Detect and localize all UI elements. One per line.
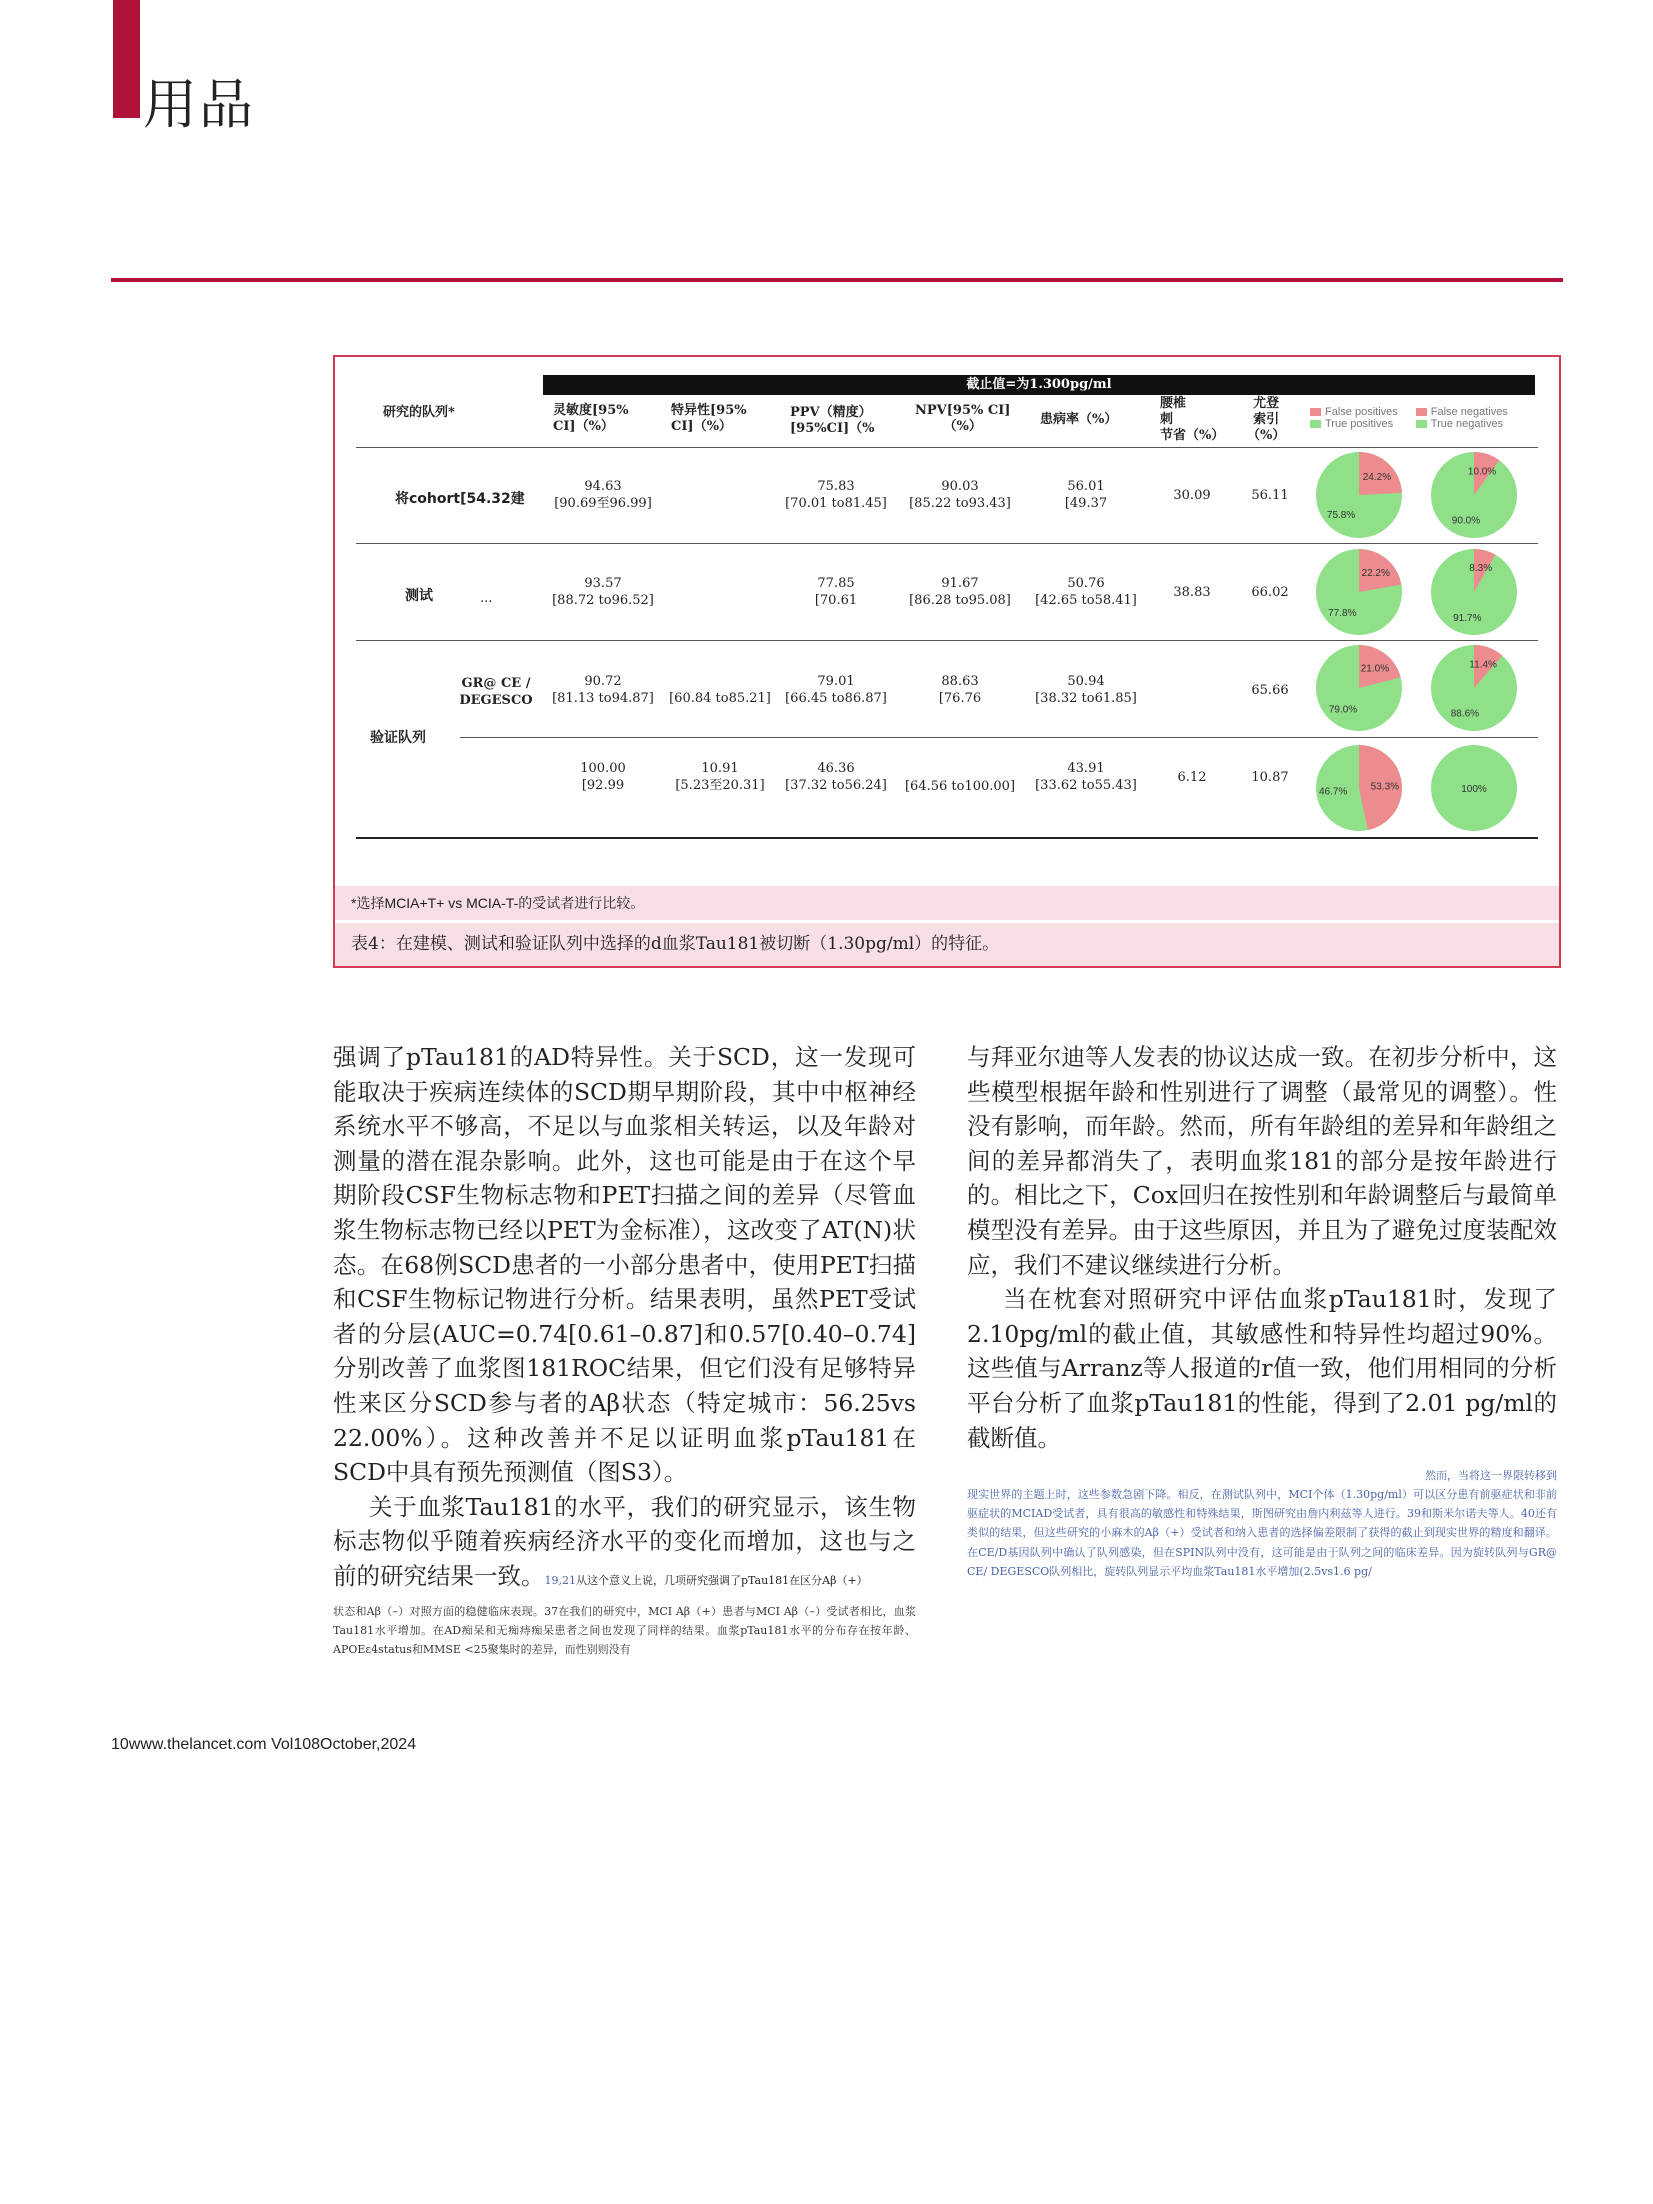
pie-charts bbox=[1300, 445, 1560, 840]
row-label: 验证队列 bbox=[370, 730, 426, 746]
cell-prevalence: 50.76 [42.65 to58.41] bbox=[1035, 576, 1137, 608]
cutoff-header: 截止值=为1.300pg/ml bbox=[543, 375, 1535, 395]
right-column bbox=[967, 1040, 1557, 1455]
cell-ppv: 46.36 [37.32 to56.24] bbox=[785, 761, 887, 793]
pie-label: 90.0% bbox=[1451, 515, 1481, 527]
cell-sensitivity: 100.00 [92.99 bbox=[580, 761, 626, 793]
pie-label: 77.8% bbox=[1328, 607, 1357, 619]
header-rule bbox=[111, 278, 1563, 282]
page-footer: 10www.thelancet.com Vol108October,2024 bbox=[111, 1736, 417, 1753]
paragraph-small-tail: 从这个意义上说，几项研究强调了pTau181在区分Aβ（+） bbox=[576, 1573, 868, 1587]
pie-label: 8.3% bbox=[1469, 562, 1493, 574]
pie-label: 24.2% bbox=[1362, 472, 1392, 484]
pie-label: 46.7% bbox=[1318, 786, 1348, 798]
right-small-tail: 然而，当将这一界限转移到 bbox=[1425, 1469, 1557, 1482]
col-header-cohort: 研究的队列* bbox=[383, 405, 455, 420]
cell-prevalence: 56.01 [49.37 bbox=[1064, 479, 1108, 511]
chart-legend bbox=[1310, 406, 1508, 430]
cell-ppv: 77.85 [70.61 bbox=[814, 576, 858, 608]
legend-true-negatives: True negatives bbox=[1416, 418, 1508, 430]
cell-npv: 90.03 [85.22 to93.43] bbox=[909, 479, 1011, 511]
pie-label: 91.7% bbox=[1453, 613, 1482, 625]
pie-label: 11.4% bbox=[1469, 659, 1497, 671]
col-header-prevalence: 患病率（%） bbox=[1040, 412, 1118, 427]
pie-label: 100% bbox=[1461, 784, 1487, 795]
citation-ref[interactable]: 19,21 bbox=[544, 1573, 576, 1587]
table-caption: 表4：在建模、测试和验证队列中选择的d血浆Tau181被切断（1.30pg/ml）的特征。 bbox=[335, 923, 1559, 966]
cell-sensitivity: 93.57 [88.72 to96.52] bbox=[552, 576, 654, 608]
col-header-ppv: PPV（精度） [95%CI]（% bbox=[790, 405, 875, 436]
pie-label: 21.0% bbox=[1360, 663, 1390, 675]
paragraph: 当在枕套对照研究中评估血浆pTau181时，发现了2.10pg/ml的截止值，其敏感性和特异性均超过90%。这些值与Arranz等人报道的r值一致，他们用相同的分析平台分析了血浆pTau181的性能，得到了2.01 pg/ml的截断值。 bbox=[967, 1285, 1557, 1452]
cell-sensitivity: 94.63 [90.69至96.99] bbox=[554, 479, 652, 511]
cell-youden: 10.87 bbox=[1251, 770, 1289, 785]
paragraph-text: 关于血浆Tau181的水平，我们的研究显示，该生物标志物似乎随着疾病经济水平的变化而增加，这也与之前的研究结果一致。 bbox=[333, 1492, 916, 1590]
cell-youden: 65.66 bbox=[1251, 683, 1289, 698]
pie-label: 22.2% bbox=[1361, 568, 1390, 580]
cell-specificity: 10.91 [5.23至20.31] bbox=[675, 761, 765, 793]
paragraph: 强调了pTau181的AD特异性。关于SCD，这一发现可能取决于疾病连续体的SCD期早期阶段，其中中枢神经系统水平不够高，不足以与血浆相关转运，以及年龄对测量的潜在混杂影响。此外，这也可能是由于在这个早期阶段CSF生物标志物和PET扫描之间的差异（尽管血浆生物标志物已经以PET为金标准），这改变了AT(N)状态。在68例SCD患者的一小部分患者中，使用PET扫描和CSF生物标记物进行分析。结果表明，虽然PET受试者的分层(AUC=0.74[0.61–0.87]和0.57[0.40–0.74]分别改善了血浆图181ROC结果，但它们没有足够特异性来区分SCD参与者的Aβ状态（特定城市：56.25vs 22.00%）。这种改善并不足以证明血浆pTau181在SCD中具有预先预测值（图S3）。 bbox=[333, 1043, 916, 1487]
left-column bbox=[333, 1040, 916, 1599]
row-sublabel: ... bbox=[480, 591, 493, 606]
col-header-savings: 腰椎 刺 节省（%） bbox=[1160, 396, 1225, 443]
cell-specificity: [60.84 to85.21] bbox=[669, 691, 771, 706]
col-header-youden: 尤登 索引 （%） bbox=[1247, 396, 1286, 443]
cell-prevalence: 43.91 [33.62 to55.43] bbox=[1035, 761, 1137, 793]
pie-label: 75.8% bbox=[1326, 509, 1356, 521]
cell-sensitivity: 90.72 [81.13 to94.87] bbox=[552, 674, 654, 706]
col-header-sensitivity: 灵敏度[95% CI]（%） bbox=[553, 403, 629, 434]
table-footnote: *选择MCIA+T+ vs MCIA-T-的受试者进行比较。 bbox=[335, 886, 1559, 920]
cell-savings: 38.83 bbox=[1173, 585, 1211, 600]
cell-ppv: 75.83 [70.01 to81.45] bbox=[785, 479, 887, 511]
col-header-npv: NPV[95% CI] （%） bbox=[915, 403, 1011, 434]
left-small-text: 状态和Aβ（–）对照方面的稳健临床表现。37在我们的研究中，MCI Aβ（+）患者与MCI Aβ（–）受试者相比，血浆Tau181水平增加。在AD痴呆和无痴痔痴呆患者之间也发现了同样的结果。血浆pTau181水平的分布存在按年龄、APOEε4status和MMSE <25聚集时的差异，而性别则没有 bbox=[333, 1605, 916, 1656]
cell-youden: 56.11 bbox=[1251, 488, 1289, 503]
pie-label: 53.3% bbox=[1370, 781, 1400, 793]
row-label: 测试 bbox=[405, 588, 433, 604]
legend-false-negatives: False negatives bbox=[1416, 406, 1508, 418]
legend-true-positives: True positives bbox=[1310, 418, 1398, 430]
right-small-text: 现实世界的主题上时，这些参数急剧下降。相反，在测试队列中，MCI个体（1.30pg/ml）可以区分患有前驱症状和非前驱症状的MCIAD受试者，具有很高的敏感性和特殊结果，斯图研究由詹内利兹等人进行。39和斯米尔诺夫等人。40还有类似的结果，但这些研究的小麻木的Aβ（+）受试者和纳入患者的选择偏差限制了获得的截止到现实世界的精度和翻译。在CE/D基因队列中确认了队列感染，但在SPIN队列中没有，这可能是由于队列之间的临床差异。因为旋转队列与GR@ CE/ DEGESCO队列相比，旋转队列显示平均血浆Tau181水平增加(2.5vs1.6 pg/ bbox=[967, 1488, 1557, 1578]
row-sublabel: GR@ CE / DEGESCO bbox=[459, 676, 533, 708]
pie-label: 88.6% bbox=[1450, 708, 1480, 720]
paragraph bbox=[333, 1490, 916, 1599]
legend-false-positives: False positives bbox=[1310, 406, 1398, 418]
cell-savings: 6.12 bbox=[1177, 770, 1207, 785]
cell-savings: 30.09 bbox=[1173, 488, 1211, 503]
cell-prevalence: 50.94 [38.32 to61.85] bbox=[1035, 674, 1137, 706]
cell-youden: 66.02 bbox=[1251, 585, 1289, 600]
paragraph: 与拜亚尔迪等人发表的协议达成一致。在初步分析中，这些模型根据年龄和性别进行了调整（最常见的调整）。性没有影响，而年龄。然而，所有年龄组的差异和年龄组之间的差异都消失了，表明血浆181的部分是按年龄进行的。相比之下，Cox回归在按性别和年龄调整后与最简单模型没有差异。由于这些原因，并且为了避免过度装配效应，我们不建议继续进行分析。 bbox=[967, 1043, 1557, 1279]
cell-ppv: 79.01 [66.45 to86.87] bbox=[785, 674, 887, 706]
cell-npv: [64.56 to100.00] bbox=[904, 779, 1016, 794]
col-header-specificity: 特异性[95% CI]（%） bbox=[671, 403, 747, 434]
brand-bar bbox=[113, 0, 140, 118]
pie-label: 10.0% bbox=[1467, 466, 1497, 478]
section-title: 用品 bbox=[143, 73, 255, 136]
cell-npv: 91.67 [86.28 to95.08] bbox=[909, 576, 1011, 608]
pie-label: 79.0% bbox=[1328, 704, 1358, 716]
cell-npv: 88.63 [76.76 bbox=[938, 674, 982, 706]
row-label: 将cohort[54.32建 bbox=[395, 491, 525, 507]
